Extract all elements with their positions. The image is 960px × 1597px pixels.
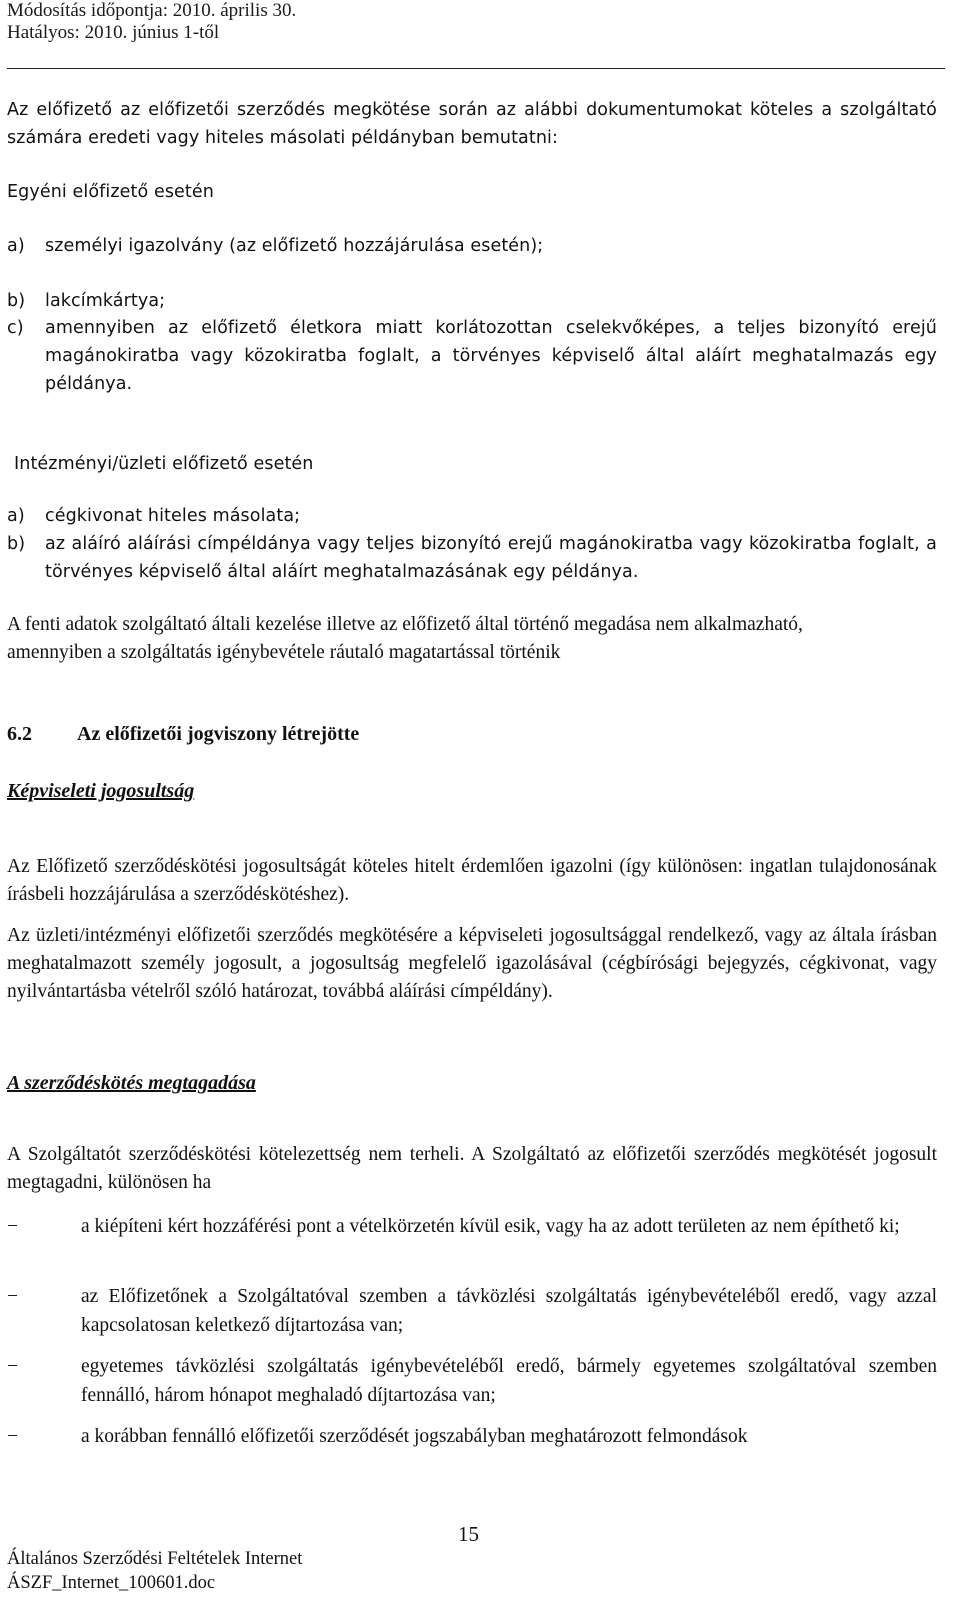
item-marker: b) <box>7 291 26 311</box>
footer-title: Általános Szerződési Feltételek Internet <box>7 1549 303 1569</box>
representation-paragraph-1: Az Előfizető szerződéskötési jogosultságát köteles hitelt érdemlően igazolni (így különösen: ingatlan tulajdonosának írásbeli hozzájárulása a szerződéskötéshez). <box>7 856 937 905</box>
item-marker: a) <box>7 506 25 526</box>
refusal-item-3 <box>7 1352 937 1410</box>
header-divider <box>7 68 945 69</box>
item-text: személyi igazolvány (az előfizető hozzájárulása esetén); <box>45 236 544 256</box>
dash-marker: − <box>7 1356 18 1377</box>
refusal-intro: A Szolgáltatót szerződéskötési kötelezettség nem terheli. A Szolgáltató az előfizetői szerződés megkötését jogosult megtagadni, különösen ha <box>7 1144 937 1193</box>
item-marker: a) <box>7 236 25 256</box>
section-heading <box>7 723 359 746</box>
individual-heading: Egyéni előfizető esetén <box>7 182 214 202</box>
section-title: Az előfizetői jogviszony létrejötte <box>77 723 360 745</box>
individual-item-a <box>7 232 937 260</box>
list-item-text: a korábban fennálló előfizetői szerződését jogszabályban meghatározott felmondások <box>81 1426 748 1447</box>
item-marker: b) <box>7 534 26 554</box>
data-handling-paragraph: A fenti adatok szolgáltató általi kezelése illetve az előfizető által történő megadása nem alkalmazható, amennyiben a szolgáltatás igénybevétele ráutaló magatartással történik <box>7 614 803 663</box>
list-item-text: egyetemes távközlési szolgáltatás igénybevételéből eredő, bármely egyetemes szolgáltatóval szemben fennálló, három hónapot meghaladó díjtartozása van; <box>81 1356 937 1406</box>
item-marker: c) <box>7 318 24 338</box>
header-modified-date: Módosítás időpontja: 2010. április 30. <box>7 0 297 21</box>
item-text: cégkivonat hiteles másolata; <box>45 506 301 526</box>
institutional-heading: Intézményi/üzleti előfizető esetén <box>14 454 314 474</box>
individual-item-c <box>7 314 937 398</box>
item-text: az aláíró aláírási címpéldánya vagy teljes bizonyító erejű magánokiratba vagy közokiratba foglalt, a törvényes képviselő által aláírt meghatalmazásának egy példánya. <box>45 534 937 582</box>
header-effective-date: Hatályos: 2010. június 1-től <box>7 22 220 43</box>
institutional-item-b <box>7 530 937 586</box>
dash-marker: − <box>7 1286 18 1307</box>
footer-filename: ÁSZF_Internet_100601.doc <box>7 1573 216 1593</box>
intro-paragraph: Az előfizető az előfizetői szerződés megkötése során az alábbi dokumentumokat köteles a szolgáltató számára eredeti vagy hiteles másolati példányban bemutatni: <box>7 100 937 148</box>
refusal-item-2 <box>7 1282 937 1340</box>
refusal-item-4 <box>7 1422 937 1451</box>
list-item-text: az Előfizetőnek a Szolgáltatóval szemben a távközlési szolgáltatás igénybevételéből eredő, vagy azzal kapcsolatosan keletkező díjtartozása van; <box>81 1286 937 1336</box>
refusal-heading: A szerződéskötés megtagadása <box>7 1072 256 1094</box>
list-item-text: a kiépíteni kért hozzáférési pont a vételkörzetén kívül esik, vagy ha az adott területen az nem építhető ki; <box>81 1216 900 1237</box>
individual-item-b <box>7 287 937 315</box>
item-text: amennyiben az előfizető életkora miatt korlátozottan cselekvőképes, a teljes bizonyító erejű magánokiratba vagy közokiratba foglalt, a törvényes képviselő által aláírt meghatalmazás egy példánya. <box>45 318 937 394</box>
representation-paragraph-2: Az üzleti/intézményi előfizetői szerződés megkötésére a képviseleti jogosultsággal rendelkező, vagy az általa írásban meghatalmazott személy jogosult, a jogosultság megfelelő igazolásával (cégbírósági bejegyzés, cégkivonat, vagy nyilvántartásba vételről szóló határozat, továbbá aláírási címpéldány). <box>7 925 937 1002</box>
institutional-item-a <box>7 502 937 530</box>
item-text: lakcímkártya; <box>45 291 166 311</box>
page-number: 15 <box>458 1522 479 1546</box>
representation-heading: Képviseleti jogosultság <box>7 780 195 802</box>
refusal-item-1 <box>7 1212 937 1241</box>
section-number: 6.2 <box>7 723 32 745</box>
dash-marker: − <box>7 1216 18 1237</box>
dash-marker: − <box>7 1426 18 1447</box>
